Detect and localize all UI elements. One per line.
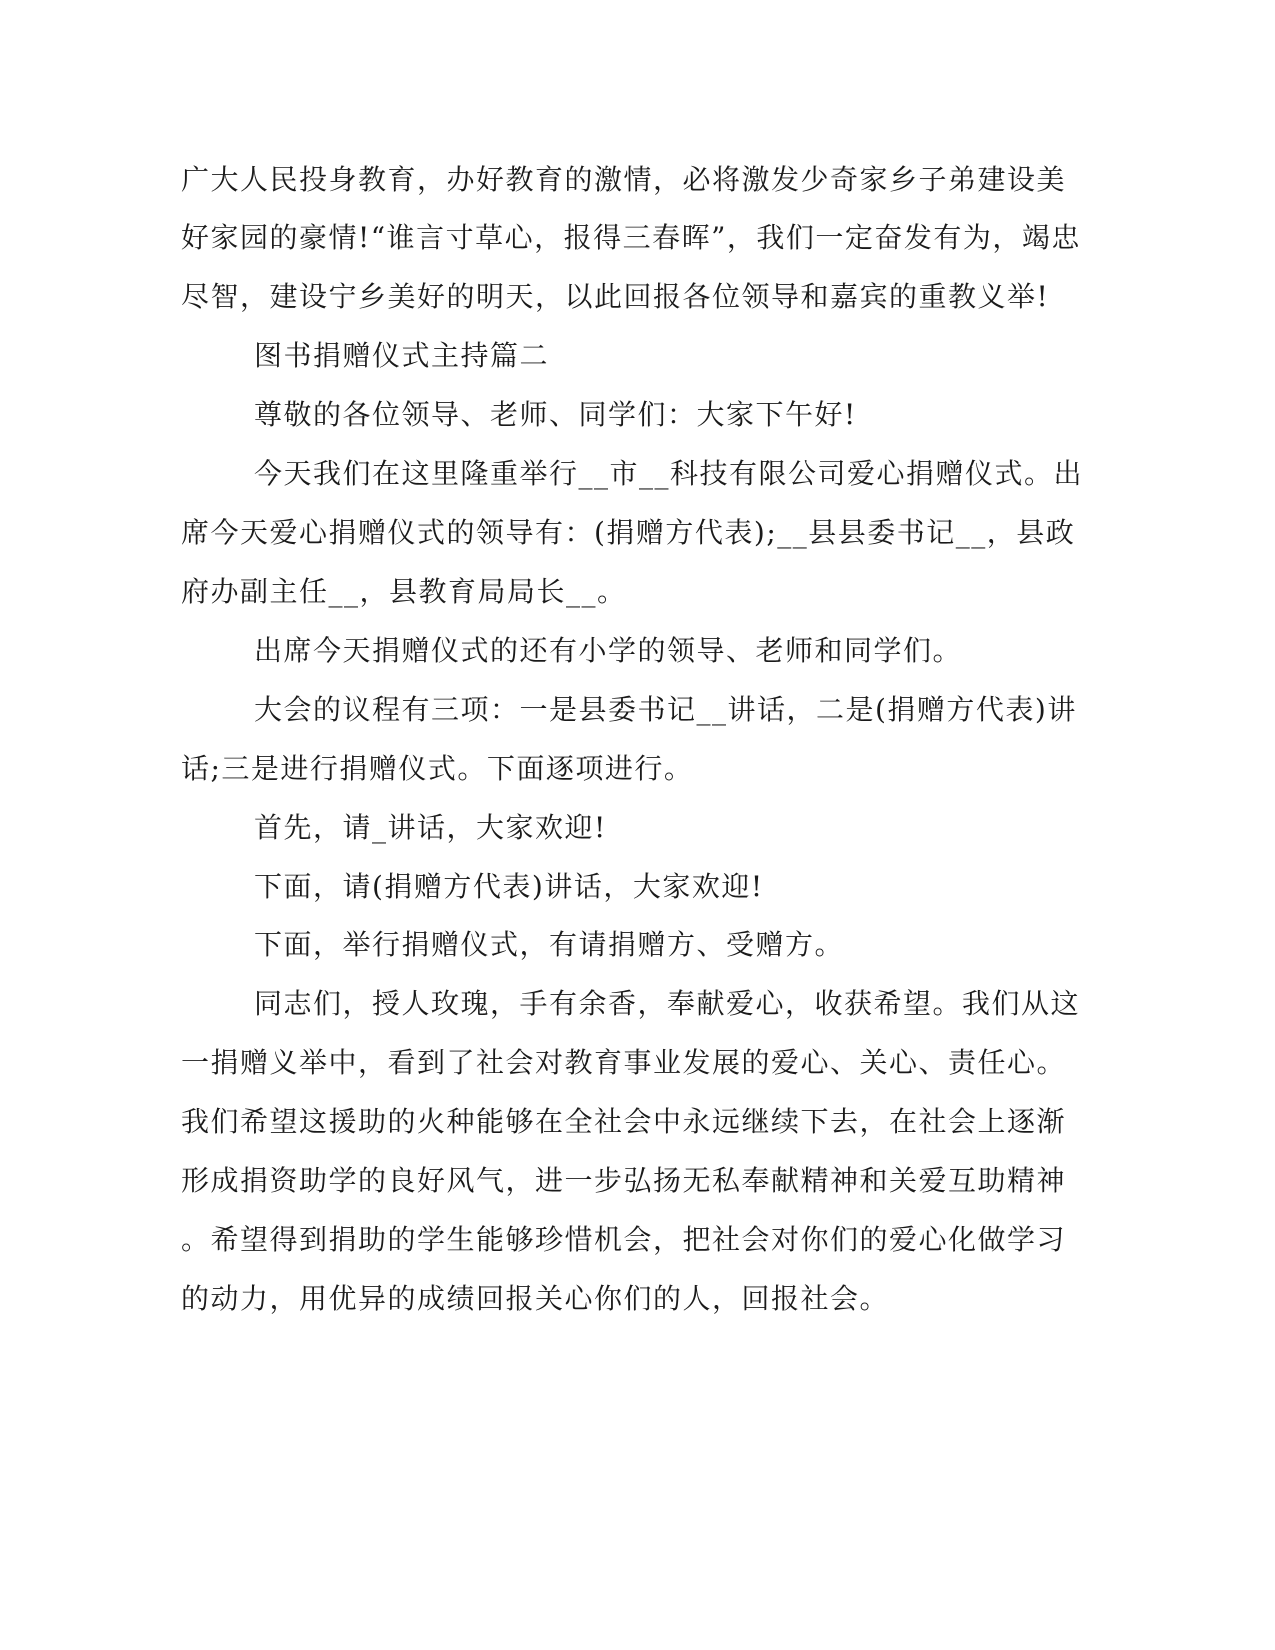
text-line: 下面，请(捐赠方代表)讲话，大家欢迎! bbox=[254, 870, 764, 903]
text-line: 府办副主任__，县教育局局长__。 bbox=[181, 575, 627, 608]
text-line: 席今天爱心捐赠仪式的领导有：(捐赠方代表);__县县委书记__，县政 bbox=[181, 516, 1076, 549]
text-line: 好家园的豪情!“谁言寸草心，报得三春晖”，我们一定奋发有为，竭忠 bbox=[181, 221, 1081, 254]
text-line: 话;三是进行捐赠仪式。下面逐项进行。 bbox=[181, 752, 694, 785]
text-line: 大会的议程有三项：一是县委书记__讲话，二是(捐赠方代表)讲 bbox=[254, 693, 1077, 726]
text-line: 今天我们在这里隆重举行__市__科技有限公司爱心捐赠仪式。出 bbox=[254, 457, 1084, 490]
text-line: 下面，举行捐赠仪式，有请捐赠方、受赠方。 bbox=[254, 928, 845, 961]
text-line: 同志们，授人玫瑰，手有余香，奉献爱心，收获希望。我们从这 bbox=[254, 987, 1081, 1020]
text-line: 出席今天捐赠仪式的还有小学的领导、老师和同学们。 bbox=[254, 634, 963, 667]
text-line: 一捐赠义举中，看到了社会对教育事业发展的爱心、关心、责任心。 bbox=[181, 1046, 1067, 1079]
text-line: 广大人民投身教育，办好教育的激情，必将激发少奇家乡子弟建设美 bbox=[181, 163, 1067, 196]
text-line: 的动力，用优异的成绩回报关心你们的人，回报社会。 bbox=[181, 1282, 890, 1315]
section-heading: 图书捐赠仪式主持篇二 bbox=[254, 339, 550, 372]
text-line: 形成捐资助学的良好风气，进一步弘扬无私奉献精神和关爱互助精神 bbox=[181, 1164, 1067, 1197]
text-line: 尽智，建设宁乡美好的明天，以此回报各位领导和嘉宾的重教义举! bbox=[181, 280, 1050, 313]
text-line: 。希望得到捐助的学生能够珍惜机会，把社会对你们的爱心化做学习 bbox=[181, 1223, 1067, 1256]
text-line: 首先，请_讲话，大家欢迎! bbox=[254, 811, 607, 844]
text-line: 我们希望这援助的火种能够在全社会中永远继续下去，在社会上逐渐 bbox=[181, 1105, 1067, 1138]
text-line: 尊敬的各位领导、老师、同学们：大家下午好! bbox=[254, 398, 857, 431]
